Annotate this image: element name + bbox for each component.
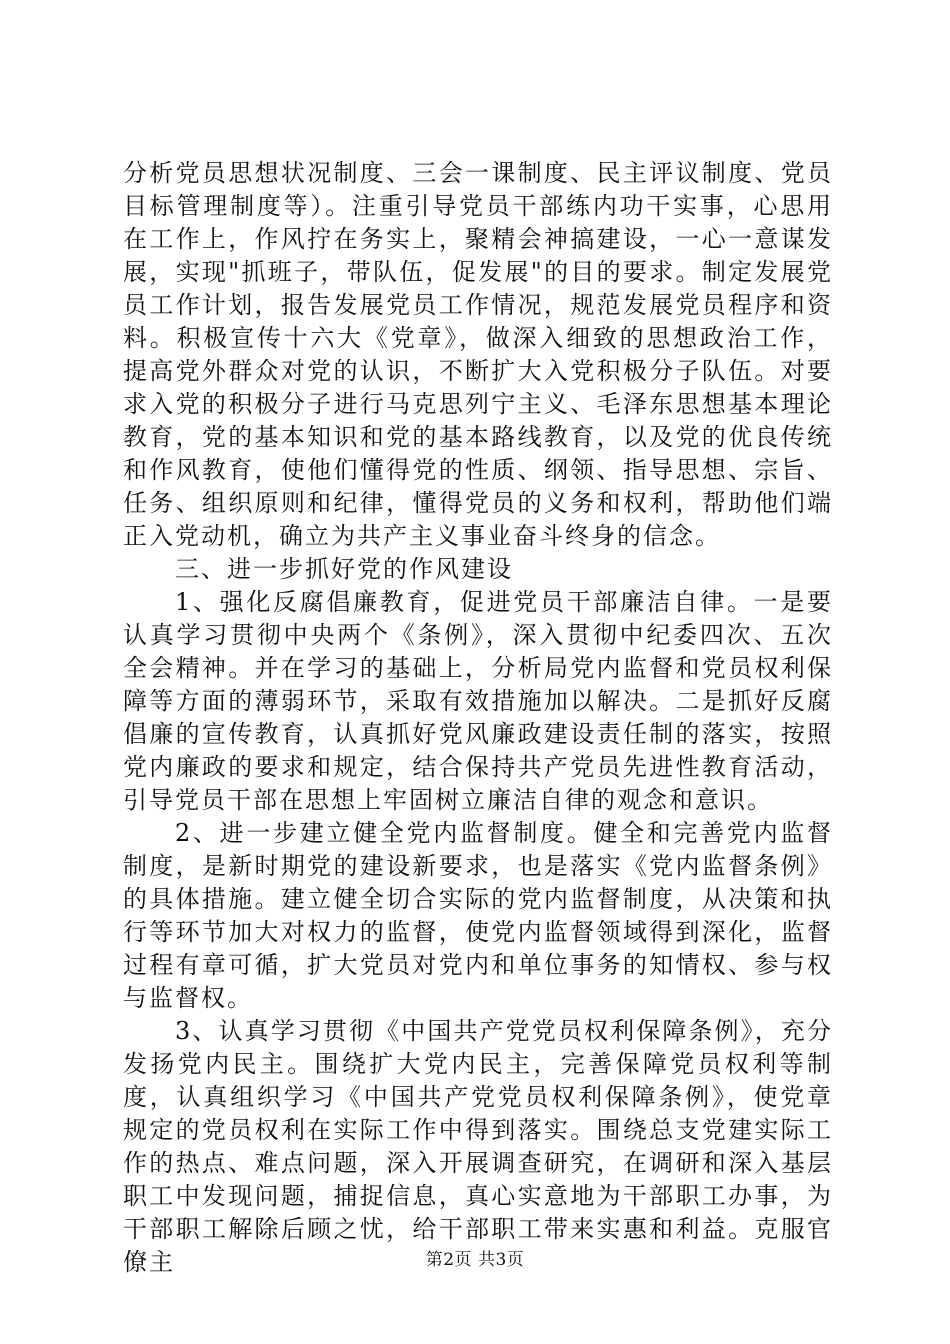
document-body bbox=[123, 157, 833, 1279]
paragraph-continued: 分析党员思想状况制度、三会一课制度、民主评议制度、党员目标管理制度等）。注重引导党员干部练内功干实事，心思用在工作上，作风拧在务实上，聚精会神搞建设，一心一意谋发展，实现"抓班子，带队伍，促发展"的目的要求。制定发展党员工作计划，报告发展党员工作情况，规范发展党员程序和资料。积极宣传十六大《党章》，做深入细致的思想政治工作，提高党外群众对党的认识，不断扩大入党积极分子队伍。对要求入党的积极分子进行马克思列宁主义、毛泽东思想基本理论教育，党的基本知识和党的基本路线教育，以及党的优良传统和作风教育，使他们懂得党的性质、纲领、指导思想、宗旨、任务、组织原则和纪律，懂得党员的义务和权利，帮助他们端正入党动机，确立为共产主义事业奋斗终身的信念。 bbox=[123, 159, 833, 550]
section-heading: 三、进一步抓好党的作风建设 bbox=[175, 555, 513, 583]
paragraph-item-2: 2、进一步建立健全党内监督制度。健全和完善党内监督制度，是新时期党的建设新要求，也是落实《党内监督条例》的具体措施。建立健全切合实际的党内监督制度，从决策和执行等环节加大对权力的监督，使党内监督领域得到深化，监督过程有章可循，扩大党员对党内和单位事务的知情权、参与权与监督权。 bbox=[123, 819, 833, 1012]
paragraph-item-3: 3、认真学习贯彻《中国共产党党员权利保障条例》，充分发扬党内民主。围绕扩大党内民主，完善保障党员权利等制度，认真组织学习《中国共产党党员权利保障条例》，使党章规定的党员权利在实际工作中得到落实。围绕总支党建实际工作的热点、难点问题，深入开展调查研究，在调研和深入基层职工中发现问题，捕捉信息，真心实意地为干部职工办事，为干部职工解除后顾之忧，给干部职工带来实惠和利益。克服官僚主 bbox=[123, 1017, 833, 1276]
paragraph-item-1: 1、强化反腐倡廉教育，促进党员干部廉洁自律。一是要认真学习贯彻中央两个《条例》，深入贯彻中纪委四次、五次全会精神。并在学习的基础上，分析局党内监督和党员权利保障等方面的薄弱环节，采取有效措施加以解决。二是抓好反腐倡廉的宣传教育，认真抓好党风廉政建设责任制的落实，按照党内廉政的要求和规定，结合保持共产党员先进性教育活动，引导党员干部在思想上牢固树立廉洁自律的观念和意识。 bbox=[123, 588, 833, 814]
page-footer: 第2页 共3页 bbox=[425, 1250, 525, 1270]
